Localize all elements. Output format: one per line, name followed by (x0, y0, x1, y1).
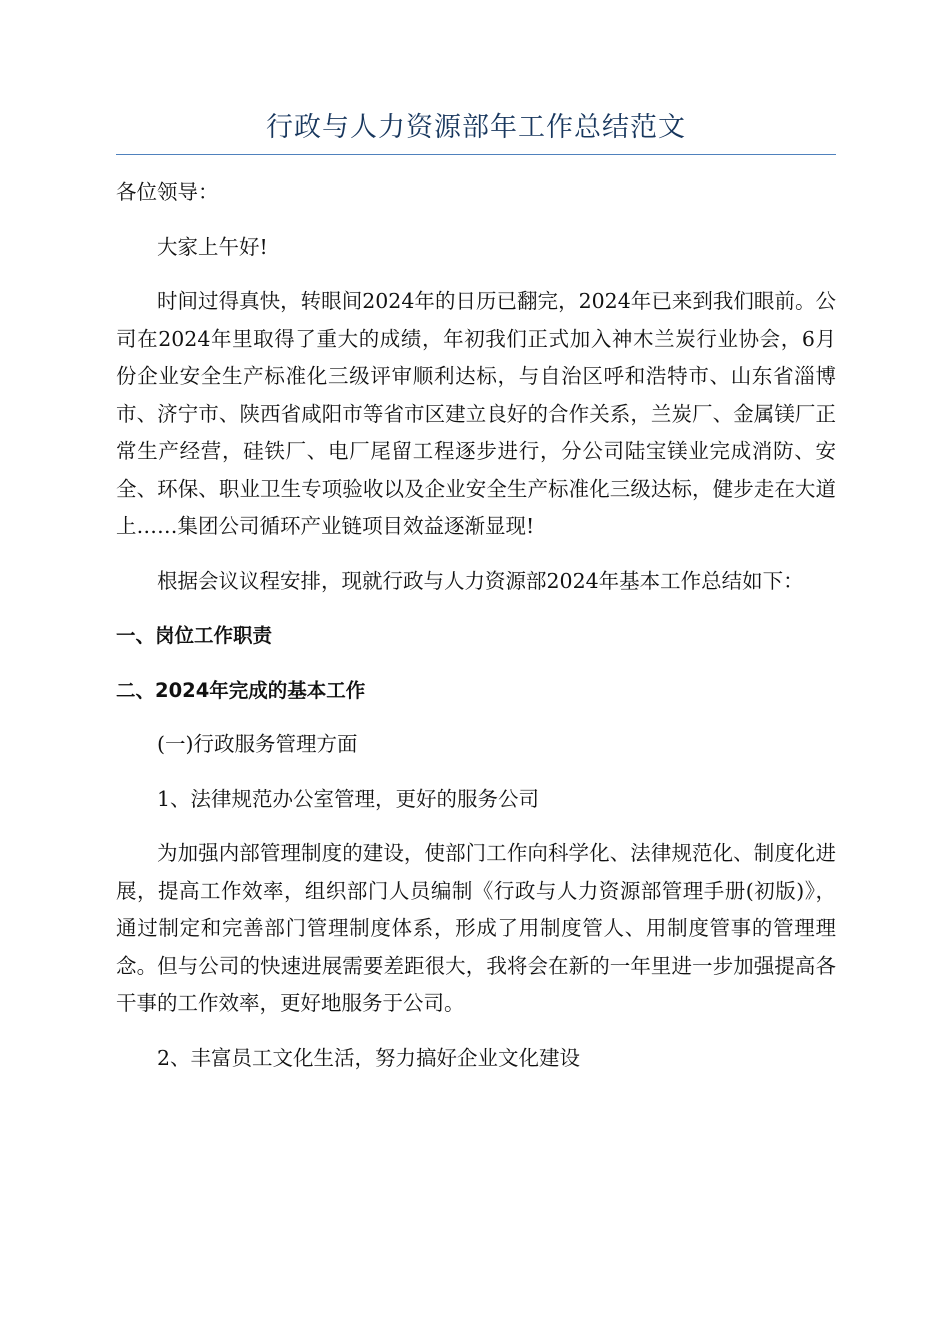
section-two-heading: 二、2024年完成的基本工作 (116, 678, 366, 702)
agenda-paragraph: 根据会议议程安排，现就行政与人力资源部2024年基本工作总结如下： (157, 568, 804, 593)
salutation: 各位领导： (116, 180, 219, 204)
subsection-one-heading: (一)行政服务管理方面 (157, 732, 358, 756)
item-two-title: 2、丰富员工文化生活，努力搞好企业文化建设 (157, 1045, 581, 1070)
greeting: 大家上午好! (157, 234, 268, 259)
section-one-heading: 一、岗位工作职责 (116, 624, 273, 647)
document-title: 行政与人力资源部年工作总结范文 (116, 108, 836, 155)
item-one-body: 为加强内部管理制度的建设，使部门工作向科学化、法律规范化、制度化进展，提高工作效率，组织部门人员编制《行政与人力资源部管理手册(初版)》，通过制定和完善部门管理制度体系，形成了用制度管人、用制度管事的管理理念。但与公司的快速进展需要差距很大，我将会在新的一年里进一步加强提高各干事的工作效率，更好地服务于公司。 (116, 841, 836, 1015)
intro-paragraph: 时间过得真快，转眼间2024年的日历已翻完，2024年已来到我们眼前。公司在2024年里取得了重大的成绩，年初我们正式加入神木兰炭行业协会，6月份企业安全生产标准化三级评审顺利达标，与自治区呼和浩特市、山东省淄博市、济宁市、陕西省咸阳市等省市区建立良好的合作关系，兰炭厂、金属镁厂正常生产经营，硅铁厂、电厂尾留工程逐步进行，分公司陆宝镁业完成消防、安全、环保、职业卫生专项验收以及企业安全生产标准化三级达标，健步走在大道上……集团公司循环产业链项目效益逐渐显现! (116, 289, 836, 538)
item-one-title: 1、法律规范办公室管理，更好的服务公司 (157, 786, 540, 811)
document-page (116, 108, 836, 1077)
